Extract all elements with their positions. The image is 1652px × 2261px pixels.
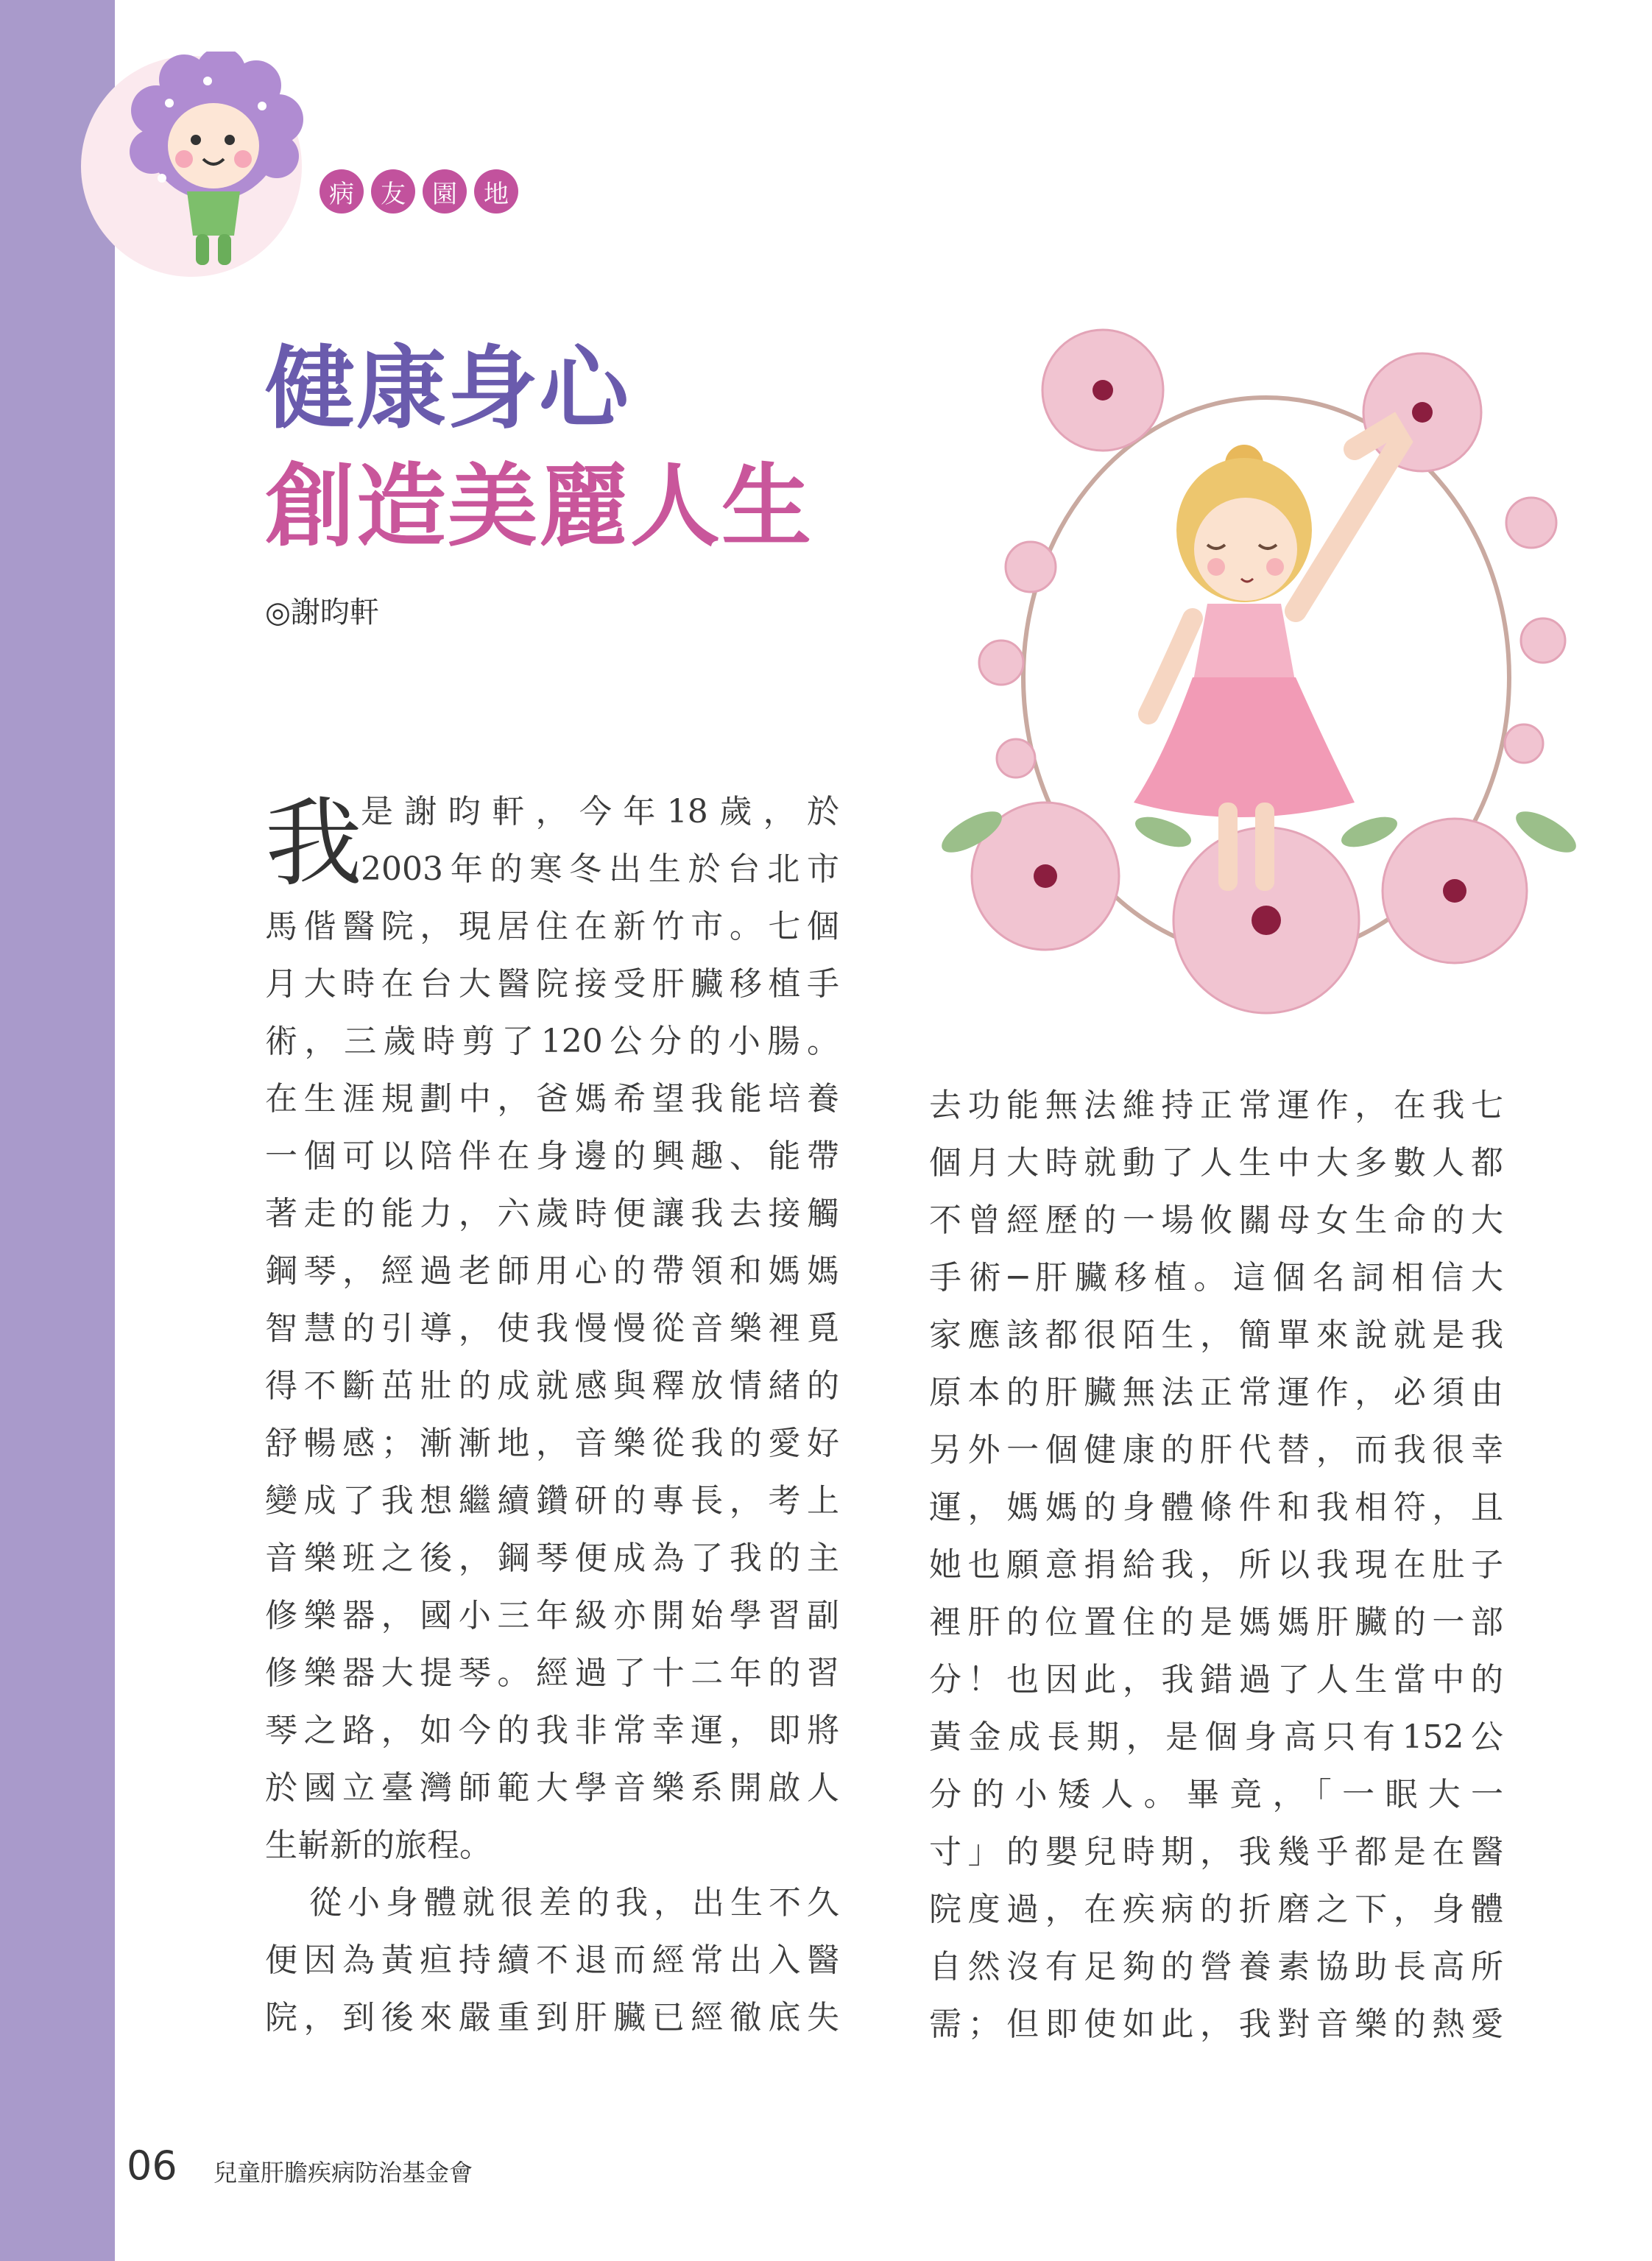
article-line: 院度過，在疾病的折磨之下，身體 bbox=[929, 1891, 1503, 1928]
section-badge: 地 bbox=[474, 169, 518, 214]
article-line: 去功能無法維持正常運作，在我七 bbox=[929, 1087, 1503, 1124]
article-line: 另外一個健康的肝代替，而我很幸 bbox=[929, 1431, 1503, 1469]
article-line: 需；但即使如此，我對音樂的熱愛 bbox=[929, 2006, 1503, 2043]
article-line: 琴之路，如今的我非常幸運，即將 bbox=[265, 1712, 839, 1749]
article-line: 一個可以陪伴在身邊的興趣、能帶 bbox=[265, 1137, 839, 1175]
article-line: 得不斷茁壯的成就感與釋放情緒的 bbox=[265, 1367, 839, 1405]
article-line: 原本的肝臟無法正常運作，必須由 bbox=[929, 1374, 1503, 1411]
article-line: 於國立臺灣師範大學音樂系開啟人 bbox=[265, 1769, 839, 1807]
article-line: 院，到後來嚴重到肝臟已經徹底失 bbox=[265, 1999, 839, 2036]
ballerina-illustration bbox=[883, 302, 1652, 1053]
article-line: 分！也因此，我錯過了人生當中的 bbox=[929, 1661, 1503, 1699]
article-line: 馬偕醫院，現居住在新竹市。七個 bbox=[265, 908, 839, 945]
article-line: 著走的能力，六歲時便讓我去接觸 bbox=[265, 1195, 839, 1232]
drop-cap: 我 bbox=[265, 787, 362, 900]
article-line: 智慧的引導，使我慢慢從音樂裡覓 bbox=[265, 1310, 839, 1347]
article-line: 音樂班之後，鋼琴便成為了我的主 bbox=[265, 1539, 839, 1577]
article-line: 分的小矮人。畢竟，「一眠大一 bbox=[929, 1776, 1503, 1813]
article-line: 不曾經歷的一場攸關母女生命的大 bbox=[929, 1202, 1503, 1239]
article-line: 在生涯規劃中，爸媽希望我能培養 bbox=[265, 1080, 839, 1118]
article-line: 運，媽媽的身體條件和我相符，且 bbox=[929, 1489, 1503, 1526]
article-line: 2003年的寒冬出生於台北市 bbox=[361, 850, 839, 888]
article-line: 是謝昀軒，今年18歲，於 bbox=[361, 793, 839, 830]
section-badge: 友 bbox=[371, 169, 415, 214]
article-line: 修樂器大提琴。經過了十二年的習 bbox=[265, 1654, 839, 1692]
publisher-name: 兒童肝膽疾病防治基金會 bbox=[213, 2159, 473, 2187]
article-column-left bbox=[265, 783, 839, 2047]
article-line: 家應該都很陌生，簡單來說就是我 bbox=[929, 1316, 1503, 1354]
article-line: 黃金成長期，是個身高只有152公 bbox=[929, 1718, 1503, 1756]
author-byline: ◎謝昀軒 bbox=[265, 596, 379, 629]
section-badge: 園 bbox=[423, 169, 467, 214]
article-line: 術，三歲時剪了120公分的小腸。 bbox=[265, 1023, 839, 1060]
title-line-1: 健康身心 bbox=[265, 336, 630, 441]
article-line: 月大時在台大醫院接受肝臟移植手 bbox=[265, 965, 839, 1003]
article-line: 她也願意捐給我，所以我現在肚子 bbox=[929, 1546, 1503, 1584]
article-line: 從小身體就很差的我，出生不久 bbox=[309, 1884, 839, 1922]
section-badge: 病 bbox=[320, 169, 364, 214]
article-line: 手術─肝臟移植。這個名詞相信大 bbox=[929, 1259, 1503, 1297]
article-line: 個月大時就動了人生中大多數人都 bbox=[929, 1144, 1503, 1182]
article-line: 變成了我想繼續鑽研的專長，考上 bbox=[265, 1482, 839, 1520]
section-label bbox=[320, 169, 518, 214]
article-line: 生嶄新的旅程。 bbox=[265, 1827, 492, 1864]
mascot-illustration bbox=[110, 52, 317, 287]
article-line: 裡肝的位置住的是媽媽肝臟的一部 bbox=[929, 1604, 1503, 1641]
article-line: 便因為黃疸持續不退而經常出入醫 bbox=[265, 1941, 839, 1979]
page-number: 06 bbox=[127, 2142, 177, 2189]
article-line: 鋼琴，經過老師用心的帶領和媽媽 bbox=[265, 1252, 839, 1290]
side-stripe bbox=[0, 0, 115, 2261]
article-line: 寸」的嬰兒時期，我幾乎都是在醫 bbox=[929, 1833, 1503, 1871]
article-column-right bbox=[929, 1077, 1503, 2053]
article-line: 修樂器，國小三年級亦開始學習副 bbox=[265, 1597, 839, 1634]
title-line-2: 創造美麗人生 bbox=[265, 454, 813, 559]
article-line: 自然沒有足夠的營養素協助長高所 bbox=[929, 1948, 1503, 1986]
article-line: 舒暢感；漸漸地，音樂從我的愛好 bbox=[265, 1425, 839, 1462]
